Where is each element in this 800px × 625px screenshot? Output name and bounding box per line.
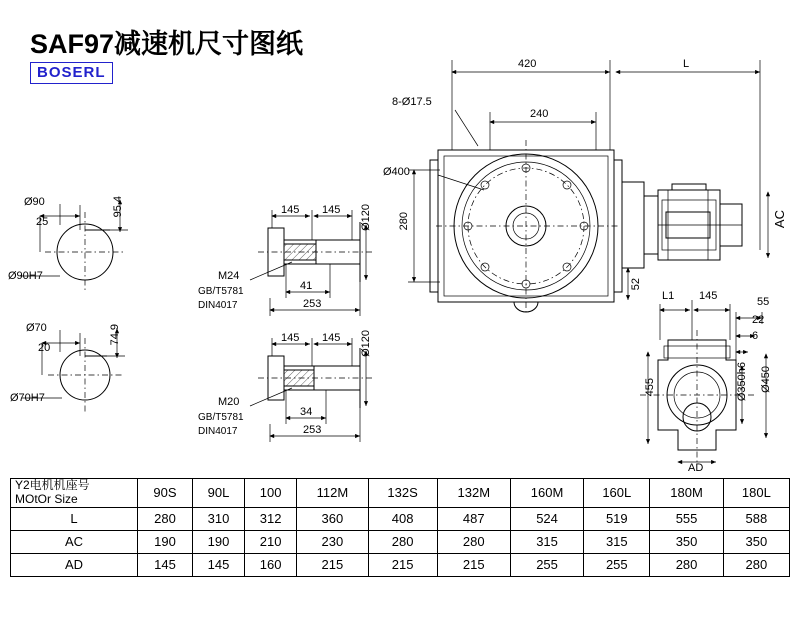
column-header: 112M	[297, 479, 368, 508]
page-title: SAF97减速机尺寸图纸	[30, 29, 304, 59]
table-cell: 310	[192, 507, 244, 530]
label-d90-h7: Ø90H7	[8, 270, 43, 282]
row-label-AD: AD	[11, 553, 138, 576]
column-header: 160M	[510, 479, 583, 508]
table-cell: 312	[245, 507, 297, 530]
label-gbt5781-b: GB/T5781	[198, 412, 244, 423]
label-dim-253b: 253	[303, 424, 322, 436]
row-head-line2: MOtOr Size	[15, 491, 78, 506]
table-cell: 360	[297, 507, 368, 530]
table-row	[11, 479, 790, 508]
table-row	[11, 553, 790, 576]
label-din4017-b: DIN4017	[198, 426, 238, 437]
label-d120-b: Ø120	[360, 330, 372, 357]
table-cell: 315	[510, 530, 583, 553]
label-m20: M20	[218, 396, 240, 408]
table-cell: 315	[584, 530, 650, 553]
label-dim-253a: 253	[303, 298, 322, 310]
column-header: 180M	[650, 479, 723, 508]
motor-size-table	[10, 478, 790, 577]
label-dim-L: L	[683, 58, 690, 70]
table-cell: 350	[723, 530, 789, 553]
table-cell: 280	[650, 553, 723, 576]
row-label-AC: AC	[11, 530, 138, 553]
label-holes: 8-Ø17.5	[392, 96, 432, 108]
table-row	[11, 507, 790, 530]
label-dim-55: 55	[757, 296, 770, 308]
label-dim-20: 20	[38, 342, 51, 354]
table-cell: 524	[510, 507, 583, 530]
label-gbt5781-a: GB/T5781	[198, 286, 244, 297]
label-m24: M24	[218, 270, 240, 282]
label-d350: Ø350h6	[736, 362, 748, 402]
label-dim-145a: 145	[281, 204, 300, 216]
table-cell: 145	[138, 553, 193, 576]
table-cell: 255	[584, 553, 650, 576]
column-header: 90S	[138, 479, 193, 508]
label-dim-145e: 145	[699, 290, 718, 302]
table-cell: 215	[297, 553, 368, 576]
column-header: 180L	[723, 479, 789, 508]
label-din4017-a: DIN4017	[198, 300, 238, 311]
table-cell: 280	[723, 553, 789, 576]
column-header: 160L	[584, 479, 650, 508]
label-dim-240: 240	[530, 108, 549, 120]
label-d70-h7: Ø70H7	[10, 392, 45, 404]
table-cell: 215	[437, 553, 510, 576]
table-cell: 350	[650, 530, 723, 553]
label-d400: Ø400	[383, 166, 410, 178]
table-cell: 408	[368, 507, 437, 530]
table-cell: 588	[723, 507, 789, 530]
table-cell: 190	[192, 530, 244, 553]
gearbox-front-view	[408, 60, 768, 312]
label-dim-280: 280	[398, 212, 410, 231]
label-dim-6: 6	[752, 330, 759, 342]
label-dim-145b: 145	[322, 204, 341, 216]
label-dim-L1: L1	[662, 290, 675, 302]
table-cell: 230	[297, 530, 368, 553]
table-cell: 145	[192, 553, 244, 576]
table-row-header-motor-size	[11, 479, 138, 508]
table-cell: 210	[245, 530, 297, 553]
label-d450: Ø450	[760, 366, 772, 393]
column-header: 132M	[437, 479, 510, 508]
label-dim-420: 420	[518, 58, 537, 70]
label-ac: AC	[772, 210, 787, 229]
brand-badge: BOSERL	[30, 62, 113, 84]
label-dim-41: 41	[300, 280, 313, 292]
table-cell: 255	[510, 553, 583, 576]
label-dim-455: 455	[644, 378, 656, 397]
table-cell: 190	[138, 530, 193, 553]
table-cell: 519	[584, 507, 650, 530]
label-d90-top: Ø90	[24, 196, 45, 208]
table-row	[11, 530, 790, 553]
table-cell: 215	[368, 553, 437, 576]
label-dim-74-9: 74.9	[109, 324, 121, 346]
table-cell: 280	[437, 530, 510, 553]
row-label-L: L	[11, 507, 138, 530]
column-header: 100	[245, 479, 297, 508]
table-cell: 555	[650, 507, 723, 530]
label-dim-52: 52	[630, 278, 642, 291]
table-cell: 160	[245, 553, 297, 576]
label-d120-a: Ø120	[360, 204, 372, 231]
label-d70-top: Ø70	[26, 322, 47, 334]
label-dim-145d: 145	[322, 332, 341, 344]
label-dim-145c: 145	[281, 332, 300, 344]
row-head-line1: Y2电机机座号	[15, 478, 90, 492]
table-body	[11, 479, 790, 577]
column-header: 132S	[368, 479, 437, 508]
label-dim-25: 25	[36, 216, 49, 228]
table-cell: 280	[138, 507, 193, 530]
label-dim-22: 22	[752, 314, 765, 326]
label-ad: AD	[688, 462, 704, 474]
label-dim-34: 34	[300, 406, 313, 418]
column-header: 90L	[192, 479, 244, 508]
label-dim-95-4: 95.4	[112, 196, 124, 218]
table-cell: 280	[368, 530, 437, 553]
table-cell: 487	[437, 507, 510, 530]
